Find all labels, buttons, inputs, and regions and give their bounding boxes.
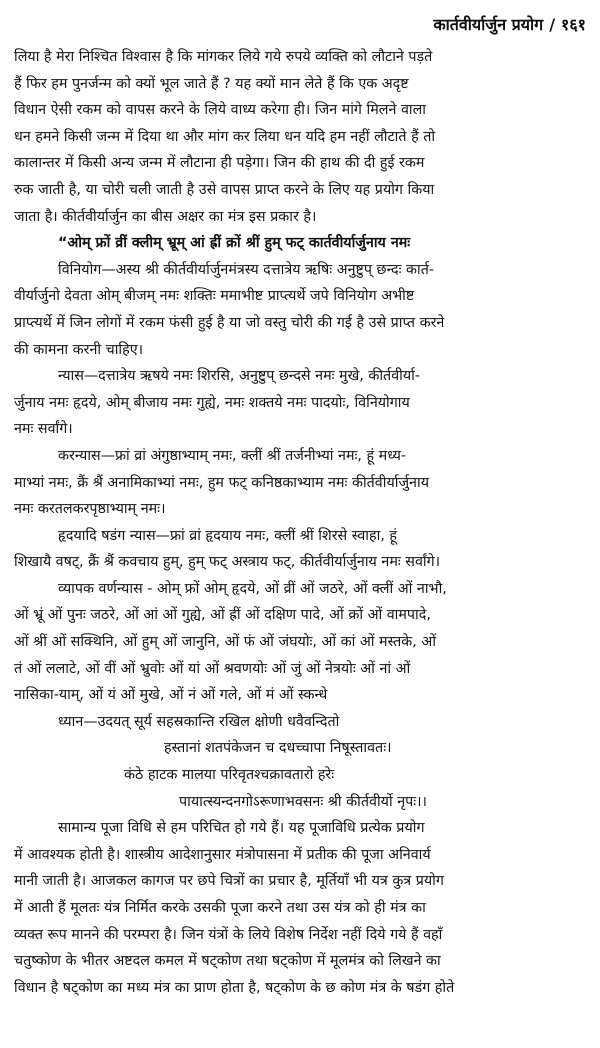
text-line: ओं भ्रूं ओं पुनः जठरे, ओं आं ओं गुह्ये, ओं ह्रीं ओं दक्षिण पादे, ओं क्रों ओं वामपादे, <box>14 607 431 624</box>
text-line: धन हमने किसी जन्म में दिया था और मांग कर लिया धन यदि हम नहीं लौटाते हैं तो <box>14 128 436 145</box>
text-line: लिया है मेरा निश्चित विश्वास है कि मांगकर लिये गये रुपये व्यक्ति को लौटाने पड़ते <box>14 49 433 65</box>
text-line: व्यक्त रूप मानने की परम्परा है। जिन यंत्रों के लिये विशेष निर्देश नहीं दिये गये हैं वहाँ <box>14 926 443 943</box>
text-line: की कामना करनी चाहिए। <box>14 341 144 358</box>
hridayadi-heading-line: हृदयादि षडंग न्यास—फ्रां व्रां हृदयाय नमः, क्लीं श्रीं शिरसे स्वाहा, हूं <box>58 527 397 544</box>
nyasa-heading-line: न्यास—दत्तात्रेय ऋषये नमः शिरसि, अनुष्टुप् छन्दसे नमः मुखे, कीर्तवीर्या- <box>58 368 421 385</box>
text-line: में आवश्यक होती है। शास्त्रीय आदेशानुसार मंत्रोपासना में प्रतीक की पूजा अनिवार्य <box>14 846 431 863</box>
text-line: नासिका-याम्, ओं यं ओं मुखे, ओं नं ओं गले, ओं मं ओं स्कन्धे <box>14 687 328 704</box>
dhyana-heading-line: ध्यान—उदयत् सूर्य सहस्रकान्ति रखिल क्षोणी धवैवन्दितो <box>58 713 340 730</box>
text-line: प्राप्त्यर्थे में जिन लोगों में रकम फंसी हुई है या जो वस्तु चोरी की गई है उसे प्राप्त करने <box>14 314 445 331</box>
text-line: चतुष्कोण के भीतर अष्टदल कमल में षट्कोण तथा षट्कोण में मूलमंत्र को लिखने का <box>14 953 441 970</box>
text-line: माभ्यां नमः, क्रैं श्रैं अनामिकाभ्यां नमः, हुम फट् कनिष्ठकाभ्याम नमः कीर्तवीर्यार्जुनाय <box>14 474 429 491</box>
text-line: विधान है षट्कोण का मध्य मंत्र का प्राण होता है, षट्कोण के छ कोण मंत्र के षडंग होते <box>14 979 455 996</box>
karanyasa-heading-line: करन्यास—फ्रां व्रां अंगुष्ठाभ्याम् नमः, क्लीं श्रीं तर्जनीभ्यां नमः, हूं मध्य- <box>58 447 407 464</box>
text-line: मानी जाती है। आजकल कागज पर छपे चित्रों का प्रचार है, मूर्तियाँ भी यत्र कुत्र प्रयोग <box>14 873 444 890</box>
text-line: में आती हैं मूलतः यंत्र निर्मित करके उसकी पूजा करने तथा उस यंत्र को ही मंत्र का <box>14 900 426 916</box>
text-line: सामान्य पूजा विधि से हम परिचित हो गये हैं। यह पूजाविधि प्रत्येक प्रयोग <box>58 820 425 837</box>
text-line: हैं फिर हम पुनर्जन्म को क्यों भूल जाते हैं ? यह क्यों मान लेते हैं कि एक अदृष्ट <box>14 75 409 92</box>
text-line: शिखायै वषट्, क्रैं श्रैं कवचाय हुम्, हुम् फट् अस्त्राय फट्, कीर्तवीर्यार्जुनाय नमः सर्वांगे। <box>14 554 441 571</box>
vyapaka-heading-line: व्यापक वर्णन्यास - ओम् फ्रों ओम् हृदये, ओं व्रीं ओं जठरे, ओं क्लीं ओं नाभौ, <box>58 580 447 597</box>
text-line: कालान्तर में किसी अन्य जन्म में लौटाना ही पड़ेगा। जिन की हाथ की दी हुई रकम <box>14 155 425 172</box>
verse-line: पायात्स्यन्दनगोऽरूणाभवसनः श्री कीर्तवीर्यो नृपः।। <box>179 793 427 810</box>
text-line: तं ओं ललाटे, ओं वीं ओं भ्रुवोः ओं यां ओं श्रवणयोः ओं जुं ओं नेत्रयोः ओं नां ओं <box>14 660 411 677</box>
viniyoga-heading-line: विनियोग—अस्य श्री कीर्तवीर्यार्जुनमंत्रस्य दत्तात्रेय ऋषिः अनुष्टुप् छन्दः कार्त- <box>58 261 435 278</box>
verse-line: हस्तानां शतपंकेजन च दधच्चापा निषूस्तावतः। <box>164 740 392 757</box>
page-number: १६१ <box>561 15 586 34</box>
running-header <box>14 14 588 44</box>
text-line: नमः करतलकरपृष्ठाभ्याम् नमः। <box>14 501 166 518</box>
mantra-line: “ओम् फ्रों व्रीं क्लीम् भ्रूम् आं ह्रीं क्रों श्रीं हुम् फट् कार्तवीर्यार्जुनाय नमः <box>58 235 411 252</box>
page-body <box>14 44 588 1001</box>
text-line: रुक जाती है, या चोरी चली जाती है उसे वापस प्राप्त करने के लिए यह प्रयोग किया <box>14 181 435 198</box>
text-line: नमः सर्वांगे। <box>14 421 73 438</box>
text-line: ओं श्रीं ओं सक्थिनि, ओं हुम् ओं जानुनि, ओं फं ओं जंघयोः, ओं कां ओं मस्तके, ओं <box>14 634 436 651</box>
text-line: वीर्यार्जुनो देवता ओम् बीजम् नमः शक्तिः ममाभीष्ट प्राप्त्यर्थे जपे विनियोग अभीष्ट <box>14 288 415 305</box>
text-line: जाता है। कीर्तवीर्यार्जुन का बीस अक्षर का मंत्र इस प्रकार है। <box>14 208 317 225</box>
text-line: र्जुनाय नमः हृदये, ओम् बीजाय नमः गुह्ये, नमः शक्तये नमः पादयोः, विनियोगाय <box>14 394 410 411</box>
chapter-title: कार्तवीर्यार्जुन प्रयोग <box>433 15 544 34</box>
header-separator: / <box>549 15 556 34</box>
text-line: विधान ऐसी रकम को वापस करने के लिये वाध्य करेगा ही। जिन मांगे मिलने वाला <box>14 102 426 119</box>
verse-line: कंठे हाटक मालया परिवृतश्चक्रावतारो हरेः <box>124 767 335 784</box>
